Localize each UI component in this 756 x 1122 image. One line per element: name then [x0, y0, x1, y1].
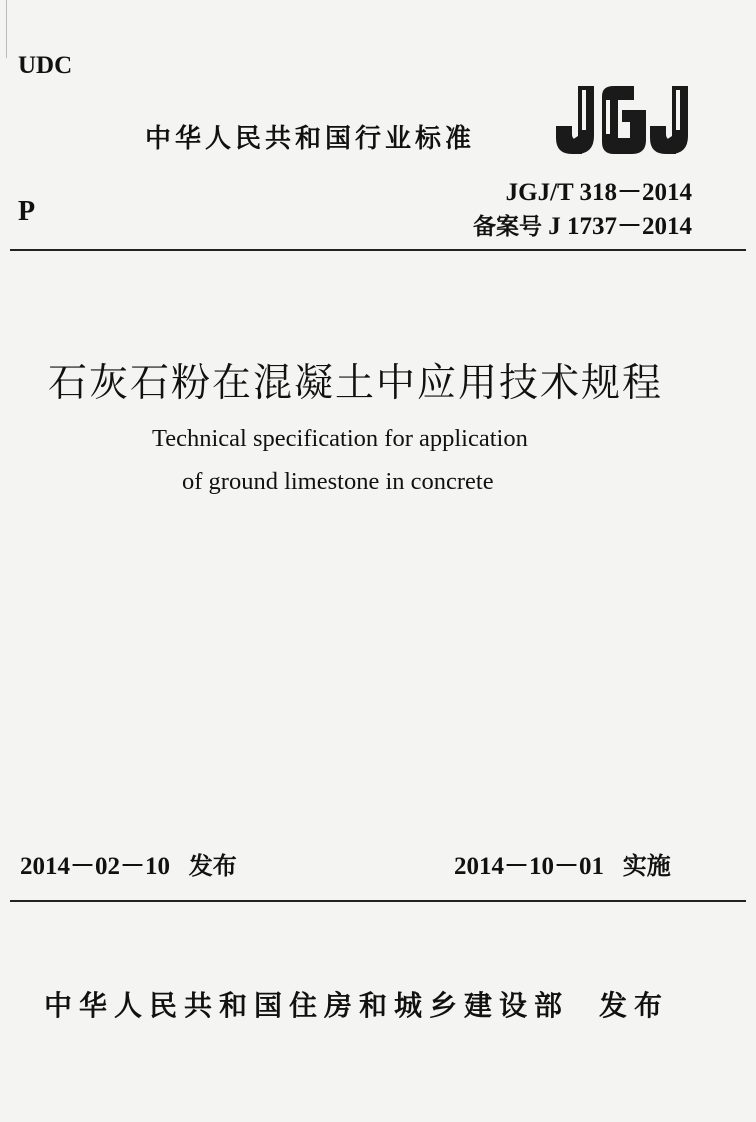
filing-label: 备案号 [472, 214, 542, 240]
footer-divider [10, 900, 746, 902]
issue-date-line [20, 846, 237, 882]
implementation-date: 2014－10－01 [454, 853, 605, 880]
standard-number: JGJ/T 318－2014 [505, 179, 692, 206]
filing-number: J 1737－2014 [548, 213, 692, 240]
implementation-label: 实施 [622, 852, 671, 880]
jgj-logo-icon [554, 82, 694, 154]
document-title-english-line1: Technical specification for application [152, 425, 528, 452]
filing-number-line [473, 206, 692, 242]
industry-standard-heading: 中华人民共和国行业标准 [145, 124, 476, 154]
page-edge-mark [6, 0, 7, 58]
publisher-line [44, 984, 669, 1024]
publisher-action: 发布 [599, 989, 670, 1022]
document-title-english-line2: of ground limestone in concrete [182, 468, 494, 495]
issue-date: 2014－02－10 [20, 853, 171, 880]
udc-label: UDC [18, 52, 73, 79]
classification-code: P [18, 196, 36, 227]
document-title-chinese: 石灰石粉在混凝土中应用技术规程 [48, 361, 664, 406]
implementation-date-line [454, 846, 671, 882]
header-divider [10, 249, 746, 251]
publisher-name: 中华人民共和国住房和城乡建设部 [44, 989, 570, 1022]
issue-label: 发布 [188, 852, 237, 880]
